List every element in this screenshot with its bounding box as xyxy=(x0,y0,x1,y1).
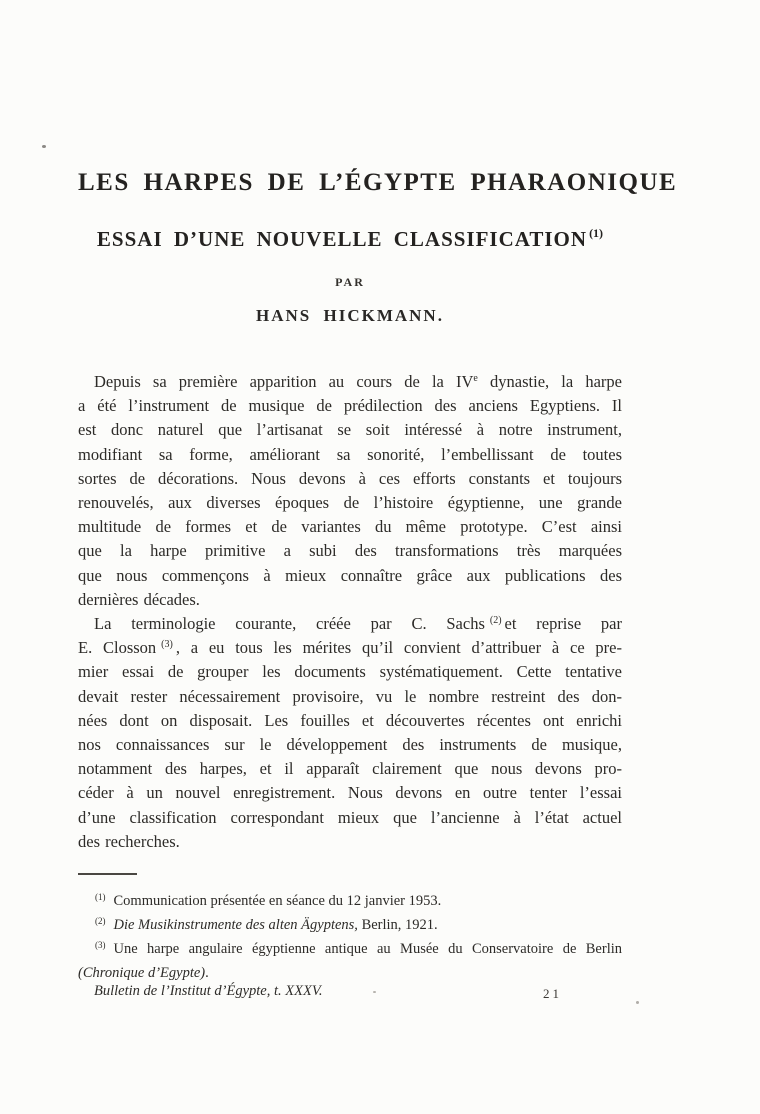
text-line: devait rester nécessairement provisoire, vu le nombre restreint des don- xyxy=(78,686,622,706)
footnote-2-work-title: Die Musikinstrumente des alten Ägyptens, xyxy=(113,917,358,933)
article-title: LES HARPES DE L’ÉGYPTE PHARAONIQUE xyxy=(78,169,678,196)
text-line: est donc naturel que l’artisanat se soit intéressé à notre instrument, xyxy=(78,420,622,440)
footnote-2-marker: (2) xyxy=(95,916,106,926)
footnote-2 xyxy=(78,913,622,937)
text-line: nos connaissances sur le développement des instruments de musique, xyxy=(78,735,622,755)
footnote-1-marker: (1) xyxy=(95,892,106,902)
scan-speck xyxy=(636,1001,639,1004)
text-line: sortes de décorations. Nous devons à ces efforts constants et toujours xyxy=(78,468,622,488)
footnote-3-marker: (3) xyxy=(95,940,106,950)
text-line: renouvelés, aux diverses époques de l’histoire égyptienne, une grande xyxy=(78,493,622,513)
article-body xyxy=(78,370,622,854)
text-line: que nous commençons à mieux connaître grâce aux publications des xyxy=(78,565,622,585)
text-segment: dynastie, la harpe xyxy=(477,372,622,391)
text-segment: , a eu tous les mérites qu’il convient d’attribuer à ce pre- xyxy=(175,638,622,658)
text-line: modifiant sa forme, améliorant sa sonorité, l’embellissant de toutes xyxy=(78,444,622,464)
footnote-3-journal: (Chronique d’Egypte) xyxy=(78,965,206,981)
footnotes-block xyxy=(78,889,622,985)
footnote-3-tail: . xyxy=(205,965,209,981)
ordinal-superscript: e xyxy=(473,373,478,384)
text-line: multitude de formes et de variantes du même prototype. C’est ainsi xyxy=(78,517,622,537)
footnote-ref-1: (1) xyxy=(589,226,604,240)
text-line: céder à un nouvel enregistrement. Nous devons en outre tenter l’essai xyxy=(78,783,622,803)
text-line: que la harpe primitive a subi des transformations très marquées xyxy=(78,541,622,561)
footnote-1-text: Communication présentée en séance du 12 janvier 1953. xyxy=(113,893,442,909)
footnote-3-text: Une harpe angulaire égyptienne antique au Musée du Conservatoire de Berlin xyxy=(113,941,622,957)
text-segment: E. Closson xyxy=(78,638,157,658)
text-line xyxy=(78,636,622,660)
footnote-2-text: Berlin, 1921. xyxy=(357,917,438,933)
text-segment: et reprise par xyxy=(504,614,622,634)
byline-prefix: PAR xyxy=(335,275,365,289)
page-footer xyxy=(78,979,622,1003)
signature-number: 21 xyxy=(543,986,562,1001)
text-line: d’une classification correspondant mieux que l’ancienne à l’état actuel xyxy=(78,807,622,827)
text-line: mier essai de grouper les documents systématiquement. Cette tentative xyxy=(78,662,622,682)
text-line xyxy=(78,370,622,394)
journal-citation: Bulletin de l’Institut d’Égypte, t. XXXV. xyxy=(94,983,323,999)
text-segment: Depuis sa première apparition au cours de la IV xyxy=(94,372,474,391)
text-line: des recherches. xyxy=(78,831,180,851)
footnote-separator-rule xyxy=(78,873,137,875)
footnote-1 xyxy=(78,889,622,913)
footnote-3 xyxy=(78,937,622,961)
article-subtitle xyxy=(78,220,622,252)
text-line: dernières décades. xyxy=(78,589,200,609)
footnote-ref-3: (3) xyxy=(161,639,173,651)
text-line xyxy=(78,612,622,636)
scan-speck xyxy=(42,145,46,148)
text-line: nées dont on disposait. Les fouilles et découvertes récentes ont enrichi xyxy=(78,710,622,730)
footnote-ref-2: (2) xyxy=(489,615,502,627)
text-line: a été l’instrument de musique de prédilection des anciens Egyptiens. Il xyxy=(78,396,622,416)
author-name: HANS HICKMANN. xyxy=(256,306,444,325)
text-line: notamment des harpes, et il apparaît clairement que nous devons pro- xyxy=(78,759,622,779)
article-subtitle-text: ESSAI D’UNE NOUVELLE CLASSIFICATION xyxy=(96,227,588,251)
text-segment: La terminologie courante, créée par C. Sachs xyxy=(94,614,485,634)
